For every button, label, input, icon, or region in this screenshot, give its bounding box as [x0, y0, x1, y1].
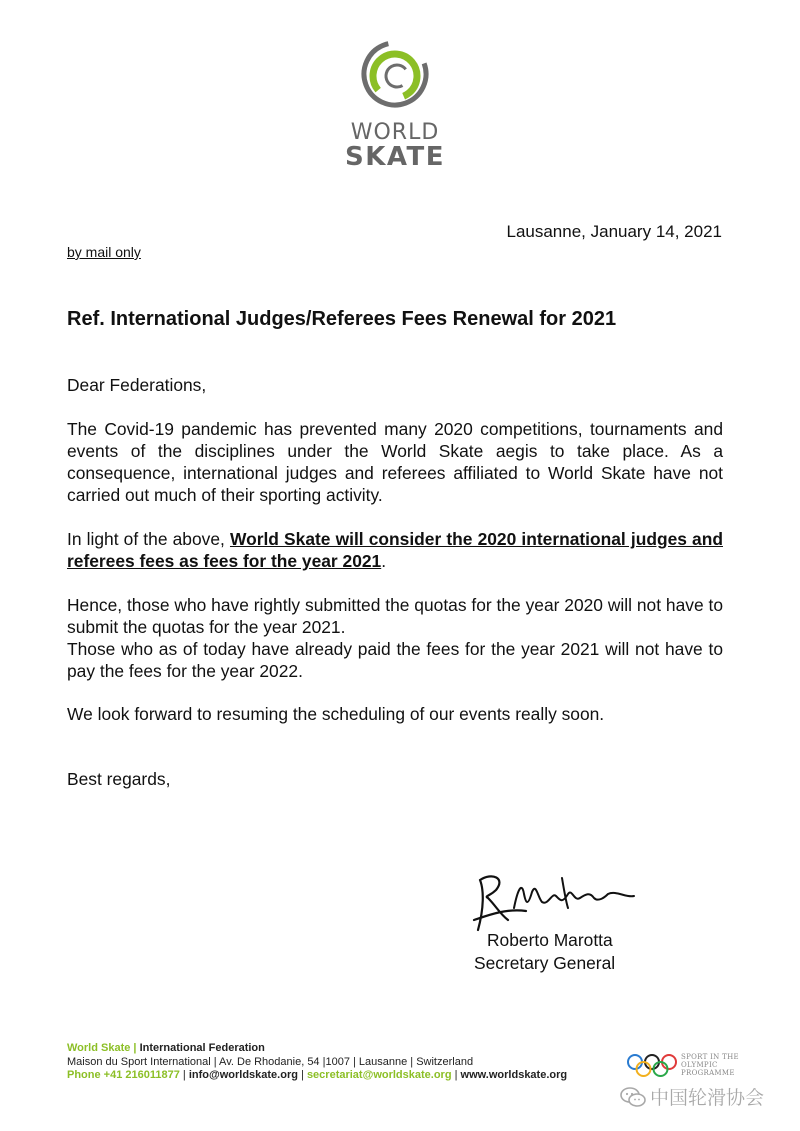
olympic-text-line1: SPORT IN THE [681, 1053, 739, 1061]
paragraph-decision-intro: In light of the above, [67, 529, 230, 549]
reference-heading: Ref. International Judges/Referees Fees Renewal for 2021 [67, 308, 617, 330]
paragraph-outlook: We look forward to resuming the scheduling of our events really soon. [67, 704, 605, 724]
delivery-note: by mail only [67, 244, 141, 260]
salutation: Dear Federations, [67, 375, 207, 395]
footer-org-line [67, 1042, 567, 1056]
footer-org-name: World Skate [67, 1042, 131, 1054]
olympic-text-line3: PROGRAMME [681, 1069, 735, 1077]
logo-word-world: WORLD [350, 120, 440, 145]
signatory-name: Roberto Marotta [487, 930, 613, 950]
paragraph-decision [67, 528, 723, 572]
world-skate-swirl-icon [360, 38, 430, 118]
world-skate-logo [340, 38, 450, 172]
olympic-programme-text [681, 1053, 739, 1077]
footer-email-info[interactable]: info@worldskate.org [188, 1069, 298, 1081]
logo-word-skate: SKATE [345, 142, 445, 172]
paragraph-quotas-line2: Those who as of today have already paid the fees for the year 2021 will not have to pay the fees for the year 2022. [67, 639, 723, 681]
footer-address: Maison du Sport International | Av. De Rhodanie, 54 |1007 | Lausanne | Switzerland [67, 1055, 474, 1068]
footer-phone: Phone +41 216011877 [67, 1069, 180, 1081]
closing: Best regards, [67, 769, 171, 789]
footer-contact-line [67, 1069, 567, 1083]
paragraph-quotas [67, 594, 723, 682]
footer-email-secretariat[interactable]: secretariat@worldskate.org [306, 1069, 452, 1081]
signatory-title: Secretary General [474, 953, 616, 973]
footer-org-separator: | [130, 1042, 140, 1054]
watermark [620, 1083, 764, 1110]
footer-separator-2: | [297, 1069, 307, 1081]
olympic-text-line2: OLYMPIC [681, 1061, 718, 1069]
handwritten-signature [466, 868, 641, 938]
paragraph-covid: The Covid-19 pandemic has prevented many 2020 competitions, tournaments and events of the disciplines under the World Skate aegis to take place. As a consequence, international judges and referees affiliated to World Skate have not carried out much of their sporting activity. [67, 419, 723, 505]
footer-separator-3: | [451, 1069, 461, 1081]
wechat-icon [620, 1087, 646, 1107]
watermark-text: 中国轮滑协会 [650, 1087, 765, 1109]
paragraph-decision-emphasis: World Skate will consider the 2020 international judges and referees fees as fees for the year 2021 [67, 529, 723, 571]
letter-date: Lausanne, January 14, 2021 [506, 222, 722, 241]
paragraph-decision-end: . [381, 551, 387, 571]
footer-website[interactable]: www.worldskate.org [460, 1069, 568, 1081]
footer-separator-1: | [179, 1069, 189, 1081]
footer [67, 1042, 567, 1083]
footer-org-type: International Federation [139, 1042, 265, 1054]
paragraph-quotas-line1: Hence, those who have rightly submitted the quotas for the year 2020 will not have to submit the quotas for the year 2021. [67, 595, 723, 637]
